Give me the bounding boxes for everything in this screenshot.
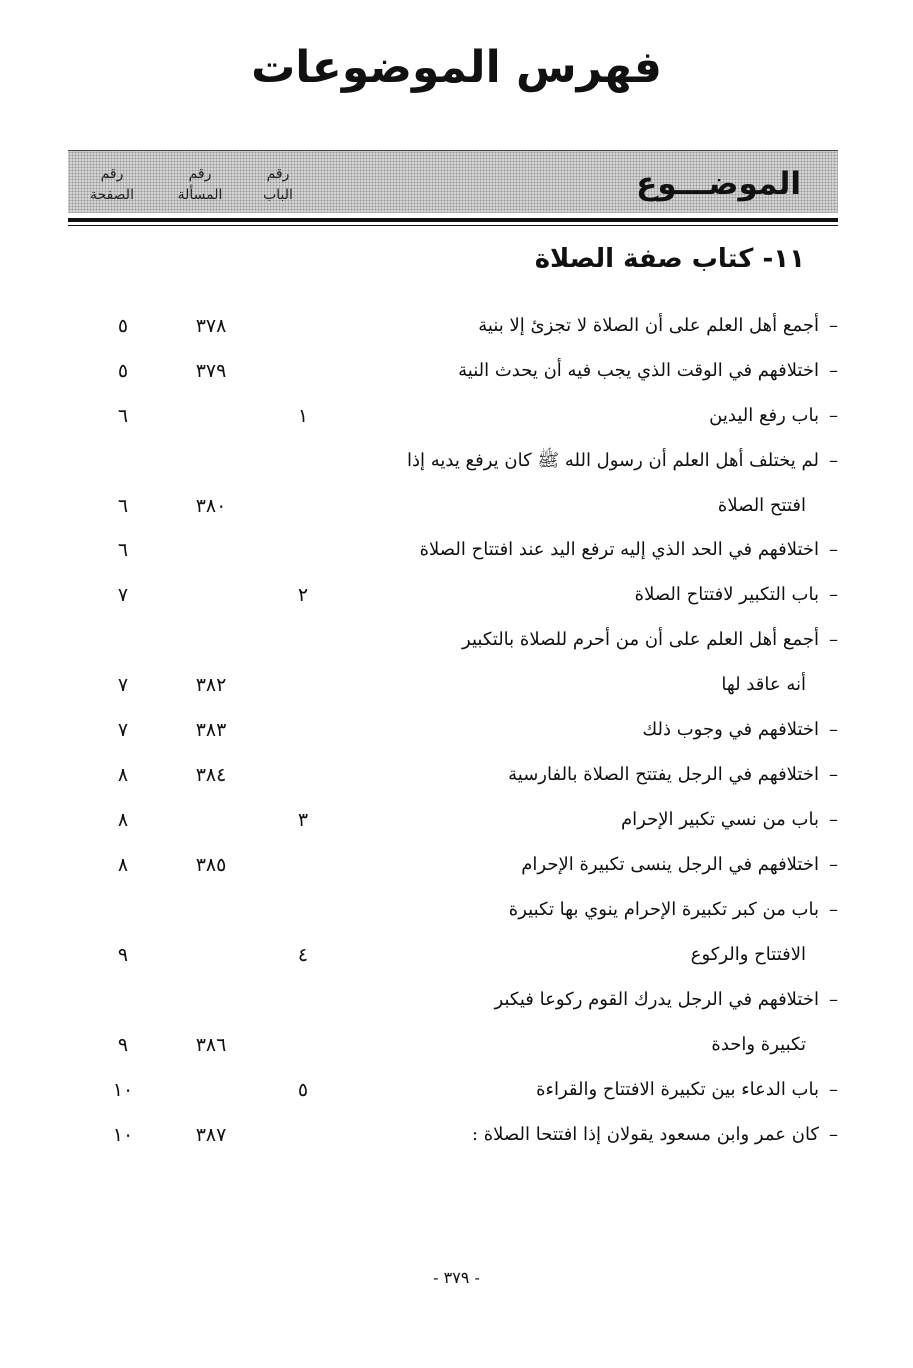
toc-entry-text	[318, 309, 838, 343]
toc-row	[68, 578, 838, 612]
toc-entry-text	[318, 399, 838, 433]
page-ref-number: ٨	[117, 809, 129, 831]
page-ref-number: ٧	[117, 584, 129, 606]
entry-label: كان عمر وابن مسعود يقولان إذا افتتحا الصلاة :	[471, 1124, 819, 1145]
toc-entry-text	[318, 893, 838, 927]
bab-number: ٣	[297, 809, 309, 831]
header-rule-thick	[68, 218, 838, 222]
entry-dash: –	[829, 539, 838, 560]
header-rule-thin	[68, 225, 838, 226]
toc-row	[68, 713, 838, 747]
entry-dash: –	[829, 989, 838, 1010]
page-ref-number: ٩	[117, 944, 129, 966]
entry-label: أنه عاقد لها	[721, 674, 806, 695]
page-ref-number: ٥	[117, 360, 129, 382]
page-ref-number: ٥	[117, 315, 129, 337]
page-ref-number: ٦	[117, 495, 129, 517]
entry-label: افتتح الصلاة	[717, 495, 806, 516]
entry-label: باب الدعاء بين تكبيرة الافتتاح والقراءة	[536, 1079, 819, 1100]
masala-number: ٣٧٨	[195, 315, 227, 337]
section-title: ١١- كتاب صفة الصلاة	[534, 244, 805, 274]
toc-row	[68, 848, 838, 882]
header-masala-line1: رقم	[188, 166, 212, 182]
entry-dash: –	[829, 1079, 838, 1100]
toc-row	[68, 1028, 838, 1062]
entry-label: باب التكبير لافتتاح الصلاة	[634, 584, 819, 605]
page-ref-number: ٦	[117, 405, 129, 427]
entry-dash: –	[829, 854, 838, 875]
header-safha-line1: رقم	[100, 166, 124, 182]
header-bab-line2: الباب	[263, 187, 293, 203]
toc-entry-text	[318, 354, 838, 388]
page-ref-number: ٧	[117, 674, 129, 696]
page-ref-number: ١٠	[112, 1124, 134, 1146]
entry-dash: –	[829, 764, 838, 785]
masala-number: ٣٨٠	[195, 495, 227, 517]
entry-label: اختلافهم في الرجل ينسى تكبيرة الإحرام	[521, 854, 819, 875]
entry-dash: –	[829, 629, 838, 650]
toc-entry-text	[318, 758, 838, 792]
header-bab-line1: رقم	[266, 166, 290, 182]
bab-number: ٤	[297, 944, 309, 966]
toc-row	[68, 533, 838, 567]
masala-number: ٣٨٧	[195, 1124, 227, 1146]
toc-entry-text	[318, 623, 838, 657]
toc-row	[68, 983, 838, 1017]
header-bab	[238, 164, 318, 206]
toc-entry-text	[318, 713, 838, 747]
bab-number: ١	[297, 405, 309, 427]
entry-label: أجمع أهل العلم على أن الصلاة لا تجزئ إلا بنية	[478, 315, 819, 336]
page-number: - ٣٧٩ -	[433, 1268, 480, 1287]
page-ref-number: ١٠	[112, 1079, 134, 1101]
masala-number: ٣٨٤	[195, 764, 227, 786]
masala-number: ٣٨٢	[195, 674, 227, 696]
header-masala	[160, 164, 240, 206]
toc-entry-text	[318, 489, 838, 523]
entry-label: اختلافهم في الرجل يفتتح الصلاة بالفارسية	[508, 764, 819, 785]
entry-label: الافتتاح والركوع	[690, 944, 806, 965]
toc-entry-text	[318, 578, 838, 612]
bab-number: ٢	[297, 584, 309, 606]
entry-dash: –	[829, 899, 838, 920]
toc-row	[68, 938, 838, 972]
masala-number: ٣٨٦	[195, 1034, 227, 1056]
entry-label: باب من كبر تكبيرة الإحرام ينوي بها تكبيرة	[508, 899, 819, 920]
entry-label: اختلافهم في الحد الذي إليه ترفع اليد عند افتتاح الصلاة	[419, 539, 819, 560]
page-ref-number: ٧	[117, 719, 129, 741]
entry-label: اختلافهم في وجوب ذلك	[642, 719, 819, 740]
toc-entry-text	[318, 668, 838, 702]
toc-entry-text	[318, 1028, 838, 1062]
page-title: فهرس الموضوعات	[251, 42, 662, 93]
entry-label: لم يختلف أهل العلم أن رسول الله ﷺ كان يرفع يديه إذا	[406, 450, 819, 471]
page-ref-number: ٩	[117, 1034, 129, 1056]
entry-dash: –	[829, 405, 838, 426]
toc-row	[68, 1118, 838, 1152]
header-safha-line2: الصفحة	[90, 187, 134, 203]
entry-dash: –	[829, 584, 838, 605]
toc-entry-text	[318, 983, 838, 1017]
entry-dash: –	[829, 360, 838, 381]
entry-dash: –	[829, 809, 838, 830]
toc-row	[68, 1073, 838, 1107]
entry-label: باب من نسي تكبير الإحرام	[621, 809, 819, 830]
bab-number: ٥	[297, 1079, 309, 1101]
toc-row	[68, 444, 838, 478]
entry-label: اختلافهم في الوقت الذي يجب فيه أن يحدث النية	[458, 360, 819, 381]
toc-row	[68, 399, 838, 433]
page-ref-number: ٨	[117, 764, 129, 786]
entry-dash: –	[829, 315, 838, 336]
toc-entry-text	[318, 1073, 838, 1107]
entry-dash: –	[829, 1124, 838, 1145]
header-safha	[72, 164, 152, 206]
toc-row	[68, 354, 838, 388]
toc-row	[68, 309, 838, 343]
header-masala-line2: المسألة	[177, 187, 223, 203]
toc-row	[68, 668, 838, 702]
masala-number: ٣٨٣	[195, 719, 227, 741]
entry-label: باب رفع اليدين	[709, 405, 819, 426]
toc-row	[68, 893, 838, 927]
page-ref-number: ٦	[117, 539, 129, 561]
entry-label: تكبيرة واحدة	[711, 1034, 806, 1055]
header-topic: الموضـــوع	[636, 166, 801, 202]
toc-entry-text	[318, 444, 838, 478]
toc-row	[68, 489, 838, 523]
page-ref-number: ٨	[117, 854, 129, 876]
masala-number: ٣٧٩	[195, 360, 227, 382]
toc-entry-text	[318, 803, 838, 837]
entry-dash: –	[829, 450, 838, 471]
toc-row	[68, 803, 838, 837]
toc-entry-text	[318, 1118, 838, 1152]
toc-row	[68, 623, 838, 657]
toc-entry-text	[318, 848, 838, 882]
toc-row	[68, 758, 838, 792]
toc-entry-text	[318, 533, 838, 567]
toc-entry-text	[318, 938, 838, 972]
entry-label: أجمع أهل العلم على أن من أحرم للصلاة بالتكبير	[462, 629, 819, 650]
entry-label: اختلافهم في الرجل يدرك القوم ركوعا فيكبر	[494, 989, 819, 1010]
masala-number: ٣٨٥	[195, 854, 227, 876]
entry-dash: –	[829, 719, 838, 740]
